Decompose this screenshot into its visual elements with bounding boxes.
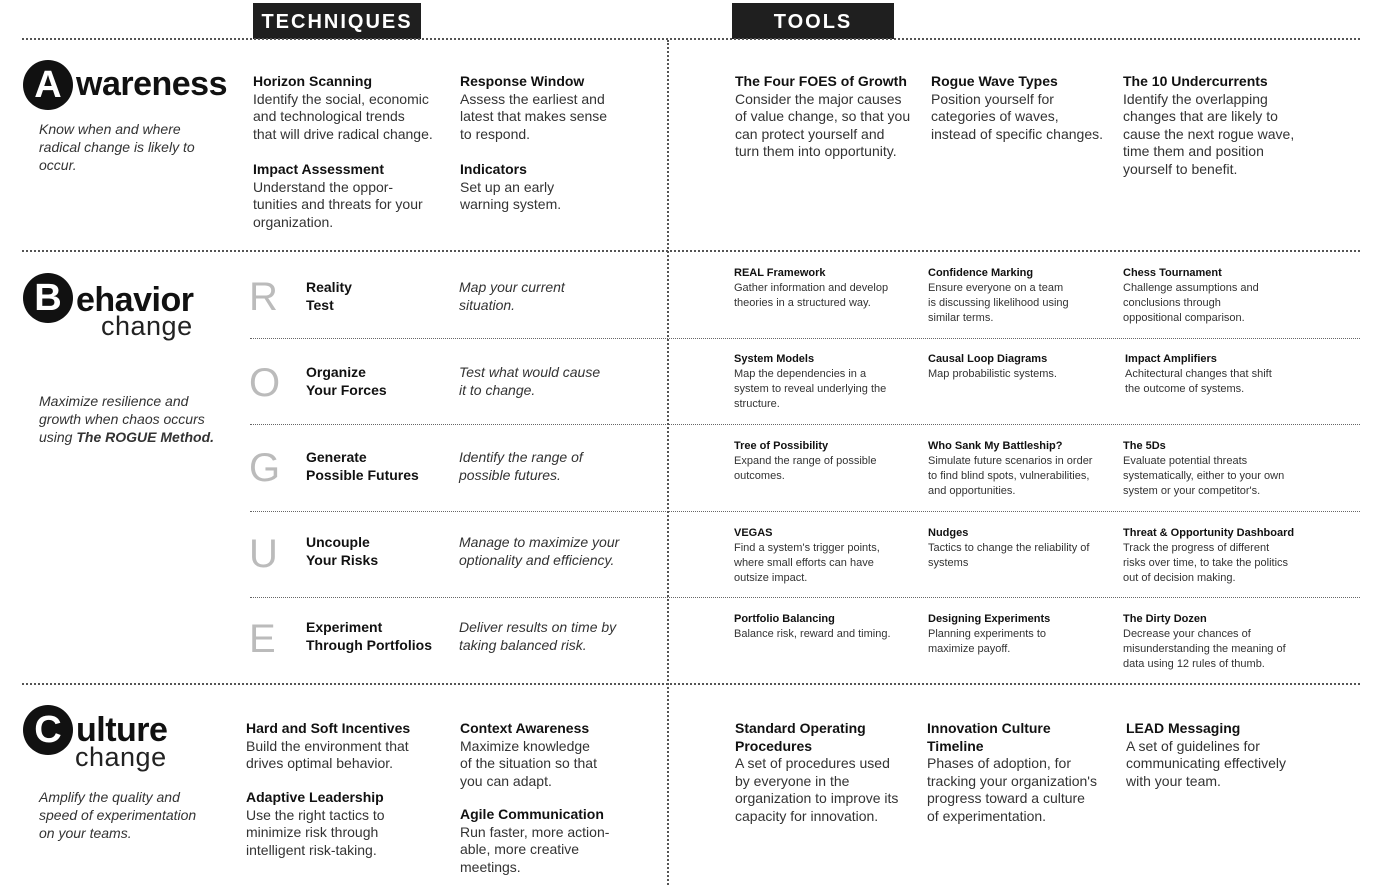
technique-title: Horizon Scanning [253,73,372,89]
divider-row-o [250,424,1360,425]
culture-description: Amplify the quality and speed of experimentation on your teams. [39,789,197,841]
tool-title: The Dirty Dozen [1123,613,1207,625]
tool-four-foes [735,73,925,161]
technique-desc: Understand the oppor- tunities and threats for your organization. [253,178,423,230]
technique-indicators [460,161,660,214]
tool-title: Innovation Culture Timeline [927,720,1051,754]
tool-title: Designing Experiments [928,613,1051,625]
tool-designing-experiments [928,612,1118,657]
technique-title: Hard and Soft Incentives [246,720,411,736]
technique-title: Response Window [460,73,585,89]
technique-agile-communication [460,806,660,876]
tool-desc: Phases of adoption, for tracking your organization's progress toward a culture of experimentation. [927,755,1097,824]
tool-standard-operating-procedures [735,720,925,825]
technique-desc: Run faster, more action- able, more creative meetings. [460,823,610,875]
tool-desc: Track the progress of different risks over time, to take the politics out of decision making. [1123,542,1289,584]
rogue-step-desc: Test what would cause it to change. [459,364,601,398]
technique-desc: Build the environment that drives optimal behavior. [246,737,409,771]
tool-desc: Consider the major causes of value change, so that you can protect yourself and turn them into opportunity. [735,90,911,159]
awareness-description: Know when and where radical change is likely to occur. [39,121,195,173]
technique-desc: Identify the social, economic and technological trends that will drive radical change. [253,90,433,142]
technique-desc: Maximize knowledge of the situation so that you can adapt. [460,737,597,789]
technique-desc: Use the right tactics to minimize risk through intelligent risk-taking. [246,806,385,858]
tool-desc: Gather information and develop theories in a structured way. [734,282,889,309]
rogue-step-desc: Map your current situation. [459,279,565,313]
technique-desc: Set up an early warning system. [460,178,562,212]
technique-hard-soft-incentives [246,720,451,773]
technique-impact-assessment [253,161,453,231]
technique-title: Adaptive Leadership [246,789,384,805]
tool-vegas [734,526,924,586]
tool-title: The Four FOES of Growth [735,73,907,89]
techniques-header: TECHNIQUES [253,3,421,39]
tool-system-models [734,352,924,412]
tool-title: Threat & Opportunity Dashboard [1123,527,1295,539]
tool-title: REAL Framework [734,267,826,279]
tool-title: LEAD Messaging [1126,720,1241,736]
rogue-step-desc: Identify the range of possible futures. [459,449,583,483]
technique-title: Agile Communication [460,806,604,822]
tool-dirty-dozen [1123,612,1323,672]
tool-title: The 5Ds [1123,440,1166,452]
awareness-title: wareness [76,65,227,103]
divider-behavior-culture [22,683,1360,685]
tool-title: Rogue Wave Types [931,73,1058,89]
rogue-letter-r: R [249,275,278,319]
behavior-description-text: Maximize resilience and growth when chaos occurs using [39,393,205,445]
column-divider [667,40,669,885]
tool-title: Impact Amplifiers [1125,353,1217,365]
rogue-method-name: The ROGUE Method. [76,429,215,445]
rogue-letter-e: E [249,617,276,661]
tool-desc: Simulate future scenarios in order to find blind spots, vulnerabilities, and opportunities. [928,455,1093,497]
tool-tree-of-possibility [734,439,924,484]
culture-title: ulture [76,711,168,749]
divider-row-r [250,338,1360,339]
divider-top [22,38,1360,40]
tool-title: Confidence Marking [928,267,1034,279]
tool-chess-tournament [1123,266,1323,326]
tool-title: Nudges [928,527,969,539]
tool-the-5ds [1123,439,1323,499]
tool-title: Causal Loop Diagrams [928,353,1048,365]
tool-causal-loop-diagrams [928,352,1118,382]
tool-desc: Identify the overlapping changes that are likely to cause the next rogue wave, time them and position yourself to benefit. [1123,90,1295,177]
tool-who-sank-my-battleship [928,439,1118,499]
technique-response-window [460,73,660,143]
rogue-step-desc: Manage to maximize your optionality and efficiency. [459,534,620,568]
rogue-step-desc: Deliver results on time by taking balanced risk. [459,619,617,653]
tool-desc: Expand the range of possible outcomes. [734,455,877,482]
technique-context-awareness [460,720,660,790]
tool-desc: Position yourself for categories of waves, instead of specific changes. [931,90,1103,142]
tool-desc: Challenge assumptions and conclusions through oppositional comparison. [1123,282,1259,324]
rogue-step-name: Uncouple Your Risks [306,534,379,568]
technique-horizon-scanning [253,73,453,143]
tool-desc: A set of procedures used by everyone in the organization to improve its capacity for innovation. [735,755,899,824]
tool-desc: Achitectural changes that shift the outcome of systems. [1125,368,1272,395]
tool-title: The 10 Undercurrents [1123,73,1268,89]
rogue-letter-o: O [249,361,281,405]
behavior-subtitle: change [101,311,193,341]
tool-title: System Models [734,353,815,365]
culture-letter-circle: C [23,705,73,755]
tool-title: Tree of Possibility [734,440,829,452]
rogue-step-name: Organize Your Forces [306,364,387,398]
technique-title: Context Awareness [460,720,590,736]
rogue-letter-g: G [249,446,281,490]
tool-threat-opportunity-dashboard [1123,526,1333,586]
tool-ten-undercurrents [1123,73,1323,178]
tool-title: Standard Operating Procedures [735,720,866,754]
tool-desc: Planning experiments to maximize payoff. [928,628,1047,655]
tool-desc: Find a system's trigger points, where small efforts can have outsize impact. [734,542,880,584]
technique-title: Impact Assessment [253,161,384,177]
tool-desc: Map the dependencies in a system to reveal underlying the structure. [734,368,887,410]
tool-portfolio-balancing [734,612,924,642]
tool-desc: Evaluate potential threats systematically, either to your own system or your competitor's. [1123,455,1285,497]
tool-title: Who Sank My Battleship? [928,440,1063,452]
tool-desc: Tactics to change the reliability of systems [928,542,1090,569]
tool-desc: Ensure everyone on a team is discussing likelihood using similar terms. [928,282,1069,324]
tool-lead-messaging [1126,720,1326,790]
rogue-step-name: Reality Test [306,279,352,313]
tool-title: VEGAS [734,527,773,539]
divider-awareness-behavior [22,250,1360,252]
technique-desc: Assess the earliest and latest that makes sense to respond. [460,90,608,142]
tool-rogue-wave-types [931,73,1121,143]
behavior-letter-circle: B [23,273,73,323]
rogue-step-name: Experiment Through Portfolios [306,619,432,653]
tool-innovation-culture-timeline [927,720,1117,825]
awareness-letter-circle: A [23,60,73,110]
culture-subtitle: change [75,742,167,772]
tool-desc: Balance risk, reward and timing. [734,628,891,640]
tool-desc: Decrease your chances of misunderstanding the meaning of data using 12 rules of thumb. [1123,628,1286,670]
technique-title: Indicators [460,161,527,177]
tool-title: Portfolio Balancing [734,613,835,625]
tool-real-framework [734,266,924,311]
tool-desc: Map probabilistic systems. [928,368,1057,380]
tool-nudges [928,526,1118,571]
tool-desc: A set of guidelines for communicating effectively with your team. [1126,737,1287,789]
behavior-title: ehavior [76,281,194,319]
tools-header: TOOLS [732,3,894,39]
tool-title: Chess Tournament [1123,267,1222,279]
tool-impact-amplifiers [1125,352,1325,397]
rogue-letter-u: U [249,532,278,576]
tool-confidence-marking [928,266,1118,326]
divider-row-u [250,597,1360,598]
divider-row-g [250,511,1360,512]
rogue-step-name: Generate Possible Futures [306,449,419,483]
behavior-description [39,392,219,446]
technique-adaptive-leadership [246,789,451,859]
